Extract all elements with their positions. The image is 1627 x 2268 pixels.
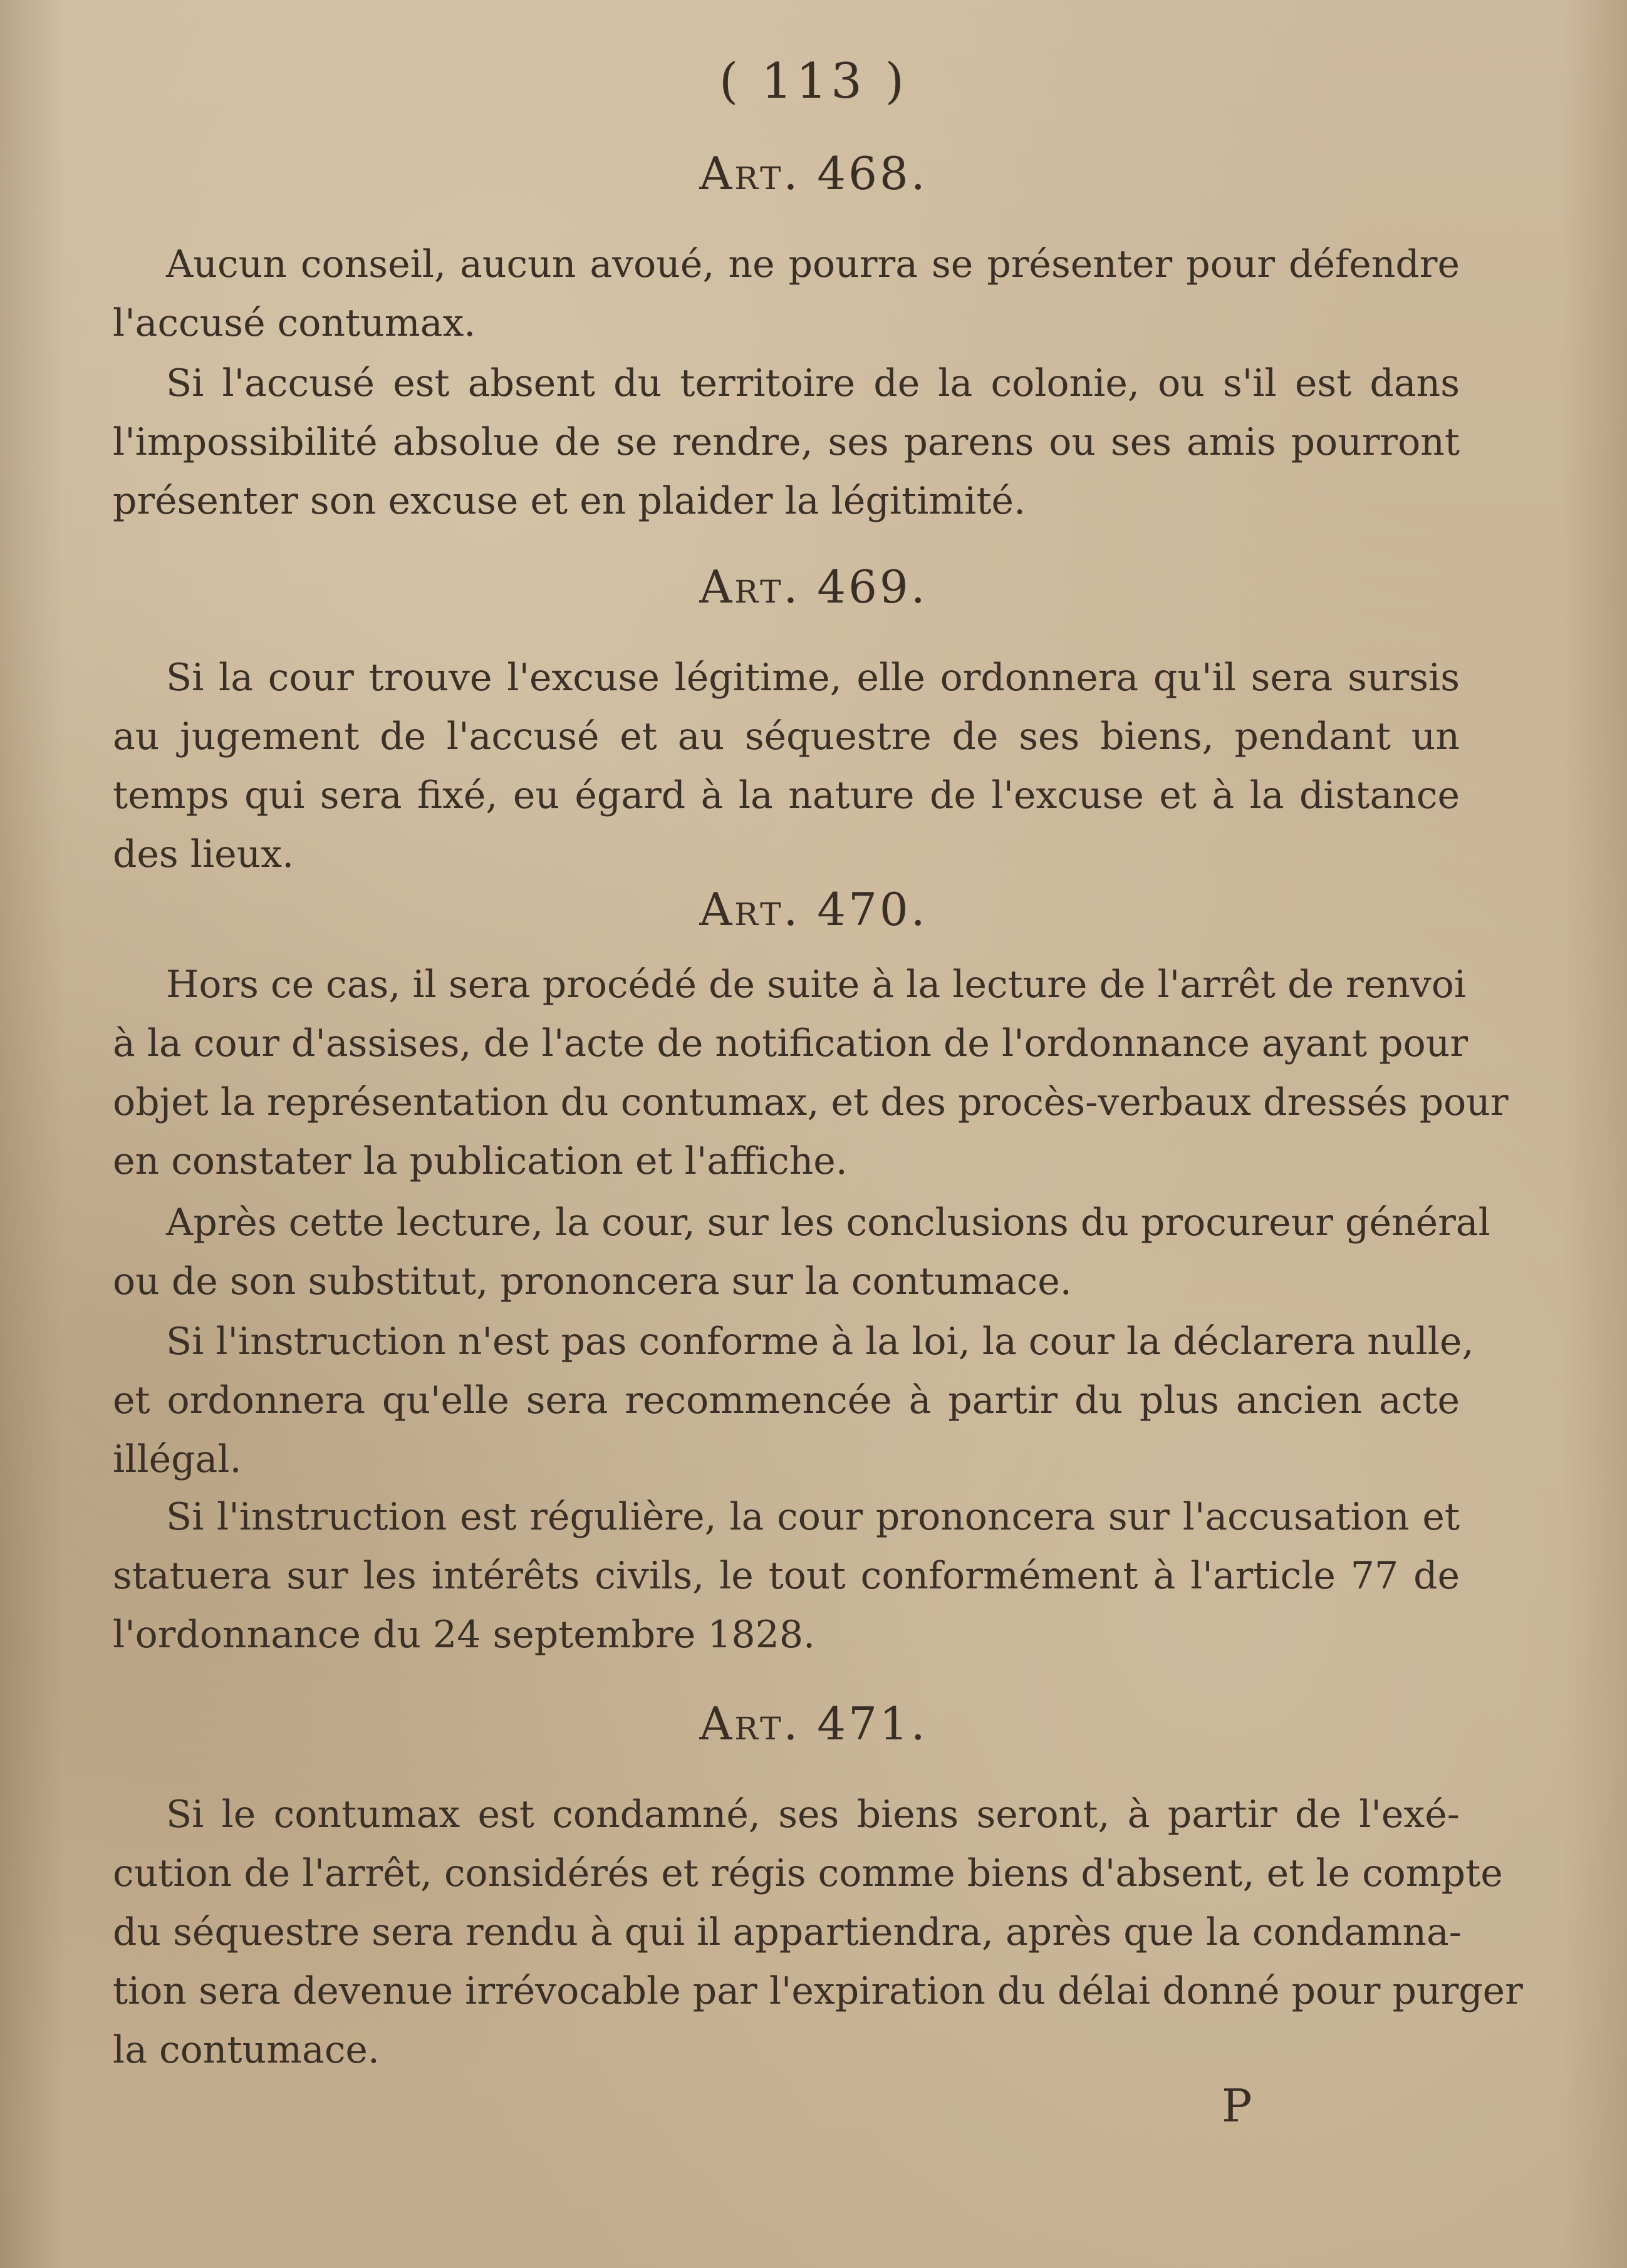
text-line: illégal. bbox=[113, 1437, 242, 1481]
text-line: la contumace. bbox=[113, 2028, 380, 2072]
article-470-paragraph-2 bbox=[113, 1193, 1490, 1311]
page-number: ( 113 ) bbox=[719, 53, 908, 110]
text-line: Si la cour trouve l'excuse légitime, elle ordonnera qu'il sera sursis bbox=[166, 656, 1460, 700]
article-471-paragraph-1 bbox=[113, 1785, 1523, 2079]
article-470-paragraph-1 bbox=[113, 955, 1509, 1191]
text-line: l'accusé contumax. bbox=[113, 301, 476, 345]
article-470-heading bbox=[0, 883, 1627, 936]
text-line: temps qui sera fixé, eu égard à la nature de l'excuse et à la distance bbox=[113, 774, 1460, 817]
text-line: du séquestre sera rendu à qui il appartiendra, après que la condamna- bbox=[113, 1910, 1462, 1954]
text-line: Si l'instruction est régulière, la cour prononcera sur l'accusation et bbox=[166, 1495, 1460, 1539]
article-heading-prefix: Art. bbox=[699, 883, 801, 936]
article-471-heading bbox=[0, 1697, 1627, 1750]
article-heading-number: 470. bbox=[817, 883, 928, 936]
text-line: Si l'instruction n'est pas conforme à la loi, la cour la déclarera nulle, bbox=[166, 1320, 1474, 1364]
text-line: objet la représentation du contumax, et des procès-verbaux dressés pour bbox=[113, 1080, 1509, 1124]
article-heading-prefix: Art. bbox=[699, 1697, 801, 1750]
article-468-paragraph-1 bbox=[113, 235, 1460, 353]
text-line: ou de son substitut, prononcera sur la contumace. bbox=[113, 1260, 1072, 1303]
text-line: l'impossibilité absolue de se rendre, ses parens ou ses amis pourront bbox=[113, 420, 1460, 464]
text-line: à la cour d'assises, de l'acte de notification de l'ordonnance ayant pour bbox=[113, 1022, 1468, 1065]
text-line: tion sera devenue irrévocable par l'expiration du délai donné pour purger bbox=[113, 1969, 1523, 2013]
article-heading-number: 471. bbox=[817, 1697, 928, 1750]
article-469-paragraph-1 bbox=[113, 648, 1460, 884]
text-line: cution de l'arrêt, considérés et régis comme biens d'absent, et le compte bbox=[113, 1851, 1503, 1895]
text-line: l'ordonnance du 24 septembre 1828. bbox=[113, 1613, 816, 1657]
text-line: Aucun conseil, aucun avoué, ne pourra se présenter pour défendre bbox=[166, 242, 1460, 286]
signature-mark: P bbox=[1222, 2079, 1252, 2132]
article-heading-prefix: Art. bbox=[699, 147, 801, 200]
text-line: et ordonnera qu'elle sera recommencée à partir du plus ancien acte bbox=[113, 1379, 1460, 1422]
text-line: Après cette lecture, la cour, sur les conclusions du procureur général bbox=[166, 1201, 1490, 1245]
article-heading-number: 469. bbox=[817, 561, 928, 613]
article-468-paragraph-2 bbox=[113, 354, 1460, 531]
text-line: au jugement de l'accusé et au séquestre de ses biens, pendant un bbox=[113, 715, 1460, 759]
text-line: Si le contumax est condamné, ses biens seront, à partir de l'exé- bbox=[166, 1793, 1460, 1836]
article-470-paragraph-3 bbox=[113, 1312, 1474, 1489]
article-469-heading bbox=[0, 561, 1627, 613]
text-line: statuera sur les intérêts civils, le tout conformément à l'article 77 de bbox=[113, 1554, 1460, 1598]
article-468-heading bbox=[0, 147, 1627, 200]
text-line: Hors ce cas, il sera procédé de suite à la lecture de l'arrêt de renvoi bbox=[166, 963, 1467, 1007]
text-line: présenter son excuse et en plaider la légitimité. bbox=[113, 479, 1026, 523]
text-line: Si l'accusé est absent du territoire de la colonie, ou s'il est dans bbox=[166, 361, 1460, 405]
article-heading-prefix: Art. bbox=[699, 561, 801, 613]
article-heading-number: 468. bbox=[817, 147, 928, 200]
article-470-paragraph-4 bbox=[113, 1488, 1460, 1664]
text-line: des lieux. bbox=[113, 832, 294, 876]
text-line: en constater la publication et l'affiche. bbox=[113, 1139, 848, 1183]
